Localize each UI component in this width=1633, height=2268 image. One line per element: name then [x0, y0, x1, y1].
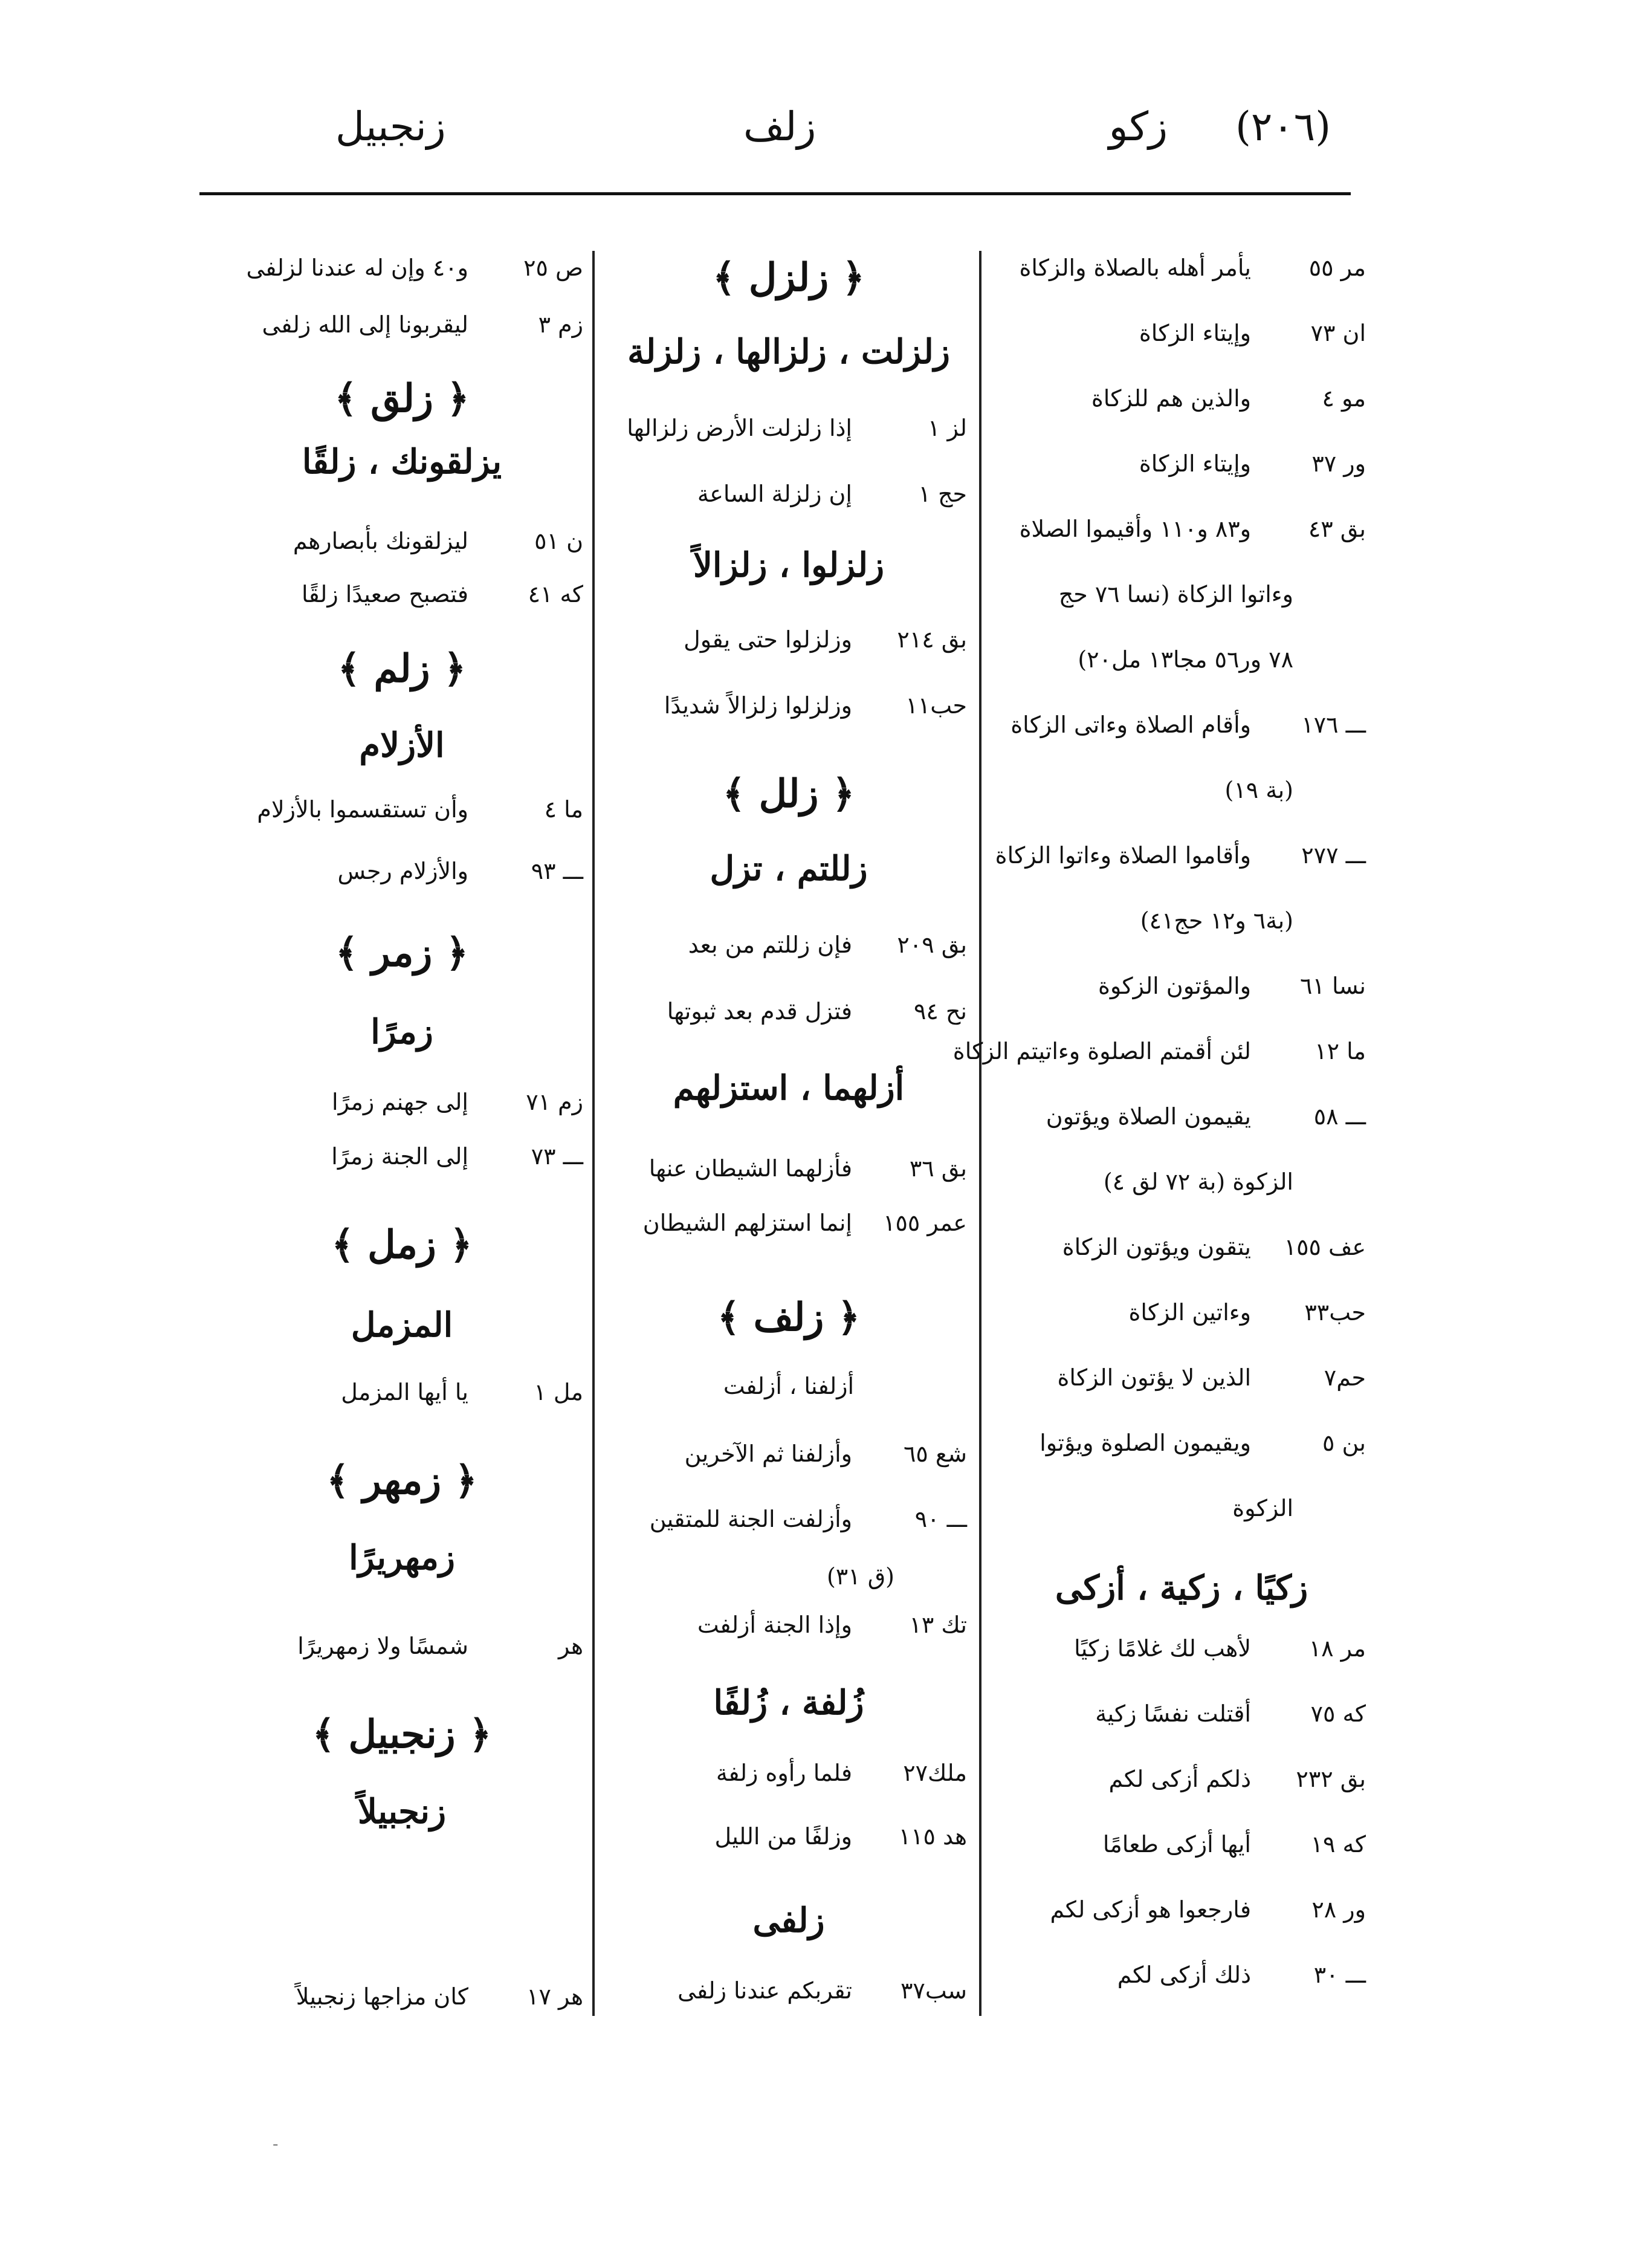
verse-reference: شع ٦٥: [904, 1440, 967, 1467]
verse-text: أيها أزكى طعامًا: [1102, 1831, 1251, 1858]
verse-reference: ـــ ١٧٦: [1301, 711, 1366, 738]
verse-text: ويقيمون الصلوة ويؤتوا: [1040, 1430, 1251, 1456]
word-heading: [610, 1677, 967, 1728]
verse-text: تقربكم عندنا زلفى: [677, 1977, 852, 2004]
word-heading: [610, 843, 967, 894]
verse-reference: بق ٢٠٩: [897, 932, 967, 958]
concordance-entry: [610, 1608, 967, 1642]
verse-reference: بق ٤٣: [1308, 516, 1366, 542]
verse-text: إلى الجنة زمرًا: [331, 1143, 468, 1170]
verse-text: أقتلت نفسًا زكية: [1095, 1700, 1251, 1727]
word-heading: [221, 720, 583, 771]
verse-reference: ن ٥١: [534, 528, 583, 554]
word-forms: زمرًا: [370, 1012, 433, 1052]
word-forms: المزمل: [351, 1305, 453, 1345]
verse-text: وأقام الصلاة وءاتى الزكاة: [1011, 711, 1251, 738]
verse-text: إلى جهنم زمرًا: [332, 1089, 468, 1115]
verse-text: و٤٠ وإن له عندنا لزلفى: [246, 254, 468, 281]
concordance-entry: [221, 1139, 583, 1173]
root-heading: [610, 251, 967, 305]
column-left: [221, 251, 583, 2022]
root-heading: [221, 1454, 583, 1508]
entry-continuation: [925, 1491, 1366, 1525]
concordance-entry: [221, 577, 583, 611]
verse-text: ليزلقونك بأبصارهم: [293, 528, 468, 554]
sub-heading: [610, 1369, 967, 1403]
concordance-entry: [997, 1762, 1366, 1796]
root-text: ﴿ زمر ﴾: [335, 930, 469, 976]
verse-text: ذلكم أزكى لكم: [1108, 1766, 1251, 1792]
entry-continuation: [925, 643, 1366, 676]
verse-reference: زم ٣: [538, 311, 583, 338]
word-forms: زلزلوا ، زلزالاً: [693, 545, 885, 585]
verse-text: وأقاموا الصلاة وءاتوا الزكاة: [995, 842, 1251, 869]
verse-text: كان مزاجها زنجبيلاً: [296, 1983, 468, 2010]
verse-reference: كه ١٩: [1310, 1831, 1366, 1858]
verse-text: وءاتين الزكاة: [1128, 1299, 1251, 1326]
root-text: ﴿ زمهر ﴾: [326, 1458, 477, 1503]
verse-reference: ـــ ٢٧٧: [1301, 842, 1366, 869]
verse-reference: ـــ ٧٣: [531, 1143, 583, 1170]
root-text: ﴿ زلم ﴾: [337, 646, 467, 692]
concordance-entry: [997, 447, 1366, 481]
sub-heading-text: أزلفنا ، أزلفت: [723, 1373, 855, 1399]
concordance-entry: [610, 411, 967, 445]
word-forms: زللتم ، تزل: [710, 849, 868, 889]
verse-reference: حم٧: [1324, 1364, 1366, 1391]
verse-text: فتزل قدم بعد ثبوتها: [667, 998, 852, 1025]
column-divider: [979, 251, 981, 2016]
verse-text: والذين هم للزكاة: [1091, 385, 1251, 412]
concordance-entry: [997, 1230, 1366, 1264]
concordance-entry: [997, 1100, 1366, 1133]
root-text: ﴿ زلل ﴾: [722, 771, 855, 817]
word-forms: زلزلت ، زلزالها ، زلزلة: [627, 332, 950, 372]
root-heading: [610, 767, 967, 821]
verse-reference: بق ٣٦: [909, 1155, 967, 1182]
verse-reference: نسا ٦١: [1300, 973, 1366, 999]
concordance-entry: [610, 1437, 967, 1471]
concordance-entry: [610, 1502, 967, 1536]
entry-continuation: [925, 577, 1366, 611]
verse-text: شمسًا ولا زمهريرًا: [297, 1633, 468, 1659]
word-forms: يزلقونك ، زلقًا: [302, 442, 502, 482]
verse-text: فأزلهما الشيطان عنها: [648, 1155, 852, 1182]
concordance-entry: [952, 1034, 1366, 1068]
concordance-entry: [221, 251, 583, 285]
verse-text: وإيتاء الزكاة: [1139, 450, 1251, 477]
word-heading: [610, 1895, 967, 1946]
header-title-left: زنجبيل: [335, 103, 446, 150]
verse-text: فلما رأوه زلفة: [716, 1760, 852, 1786]
root-heading: [221, 1218, 583, 1272]
verse-text: الذين لا يؤتون الزكاة: [1057, 1364, 1251, 1391]
continuation-text: وءاتوا الزكاة (نسا ٧٦ حج: [1058, 581, 1293, 608]
verse-reference: هر: [558, 1633, 583, 1659]
word-heading: [221, 1006, 583, 1057]
word-heading: [221, 1532, 583, 1583]
verse-reference: بن ٥: [1322, 1430, 1366, 1456]
concordance-entry: [610, 1819, 967, 1853]
verse-reference: ان ٧٣: [1310, 320, 1366, 346]
column-middle: [610, 251, 967, 2022]
verse-reference: ما ١٢: [1314, 1038, 1366, 1064]
concordance-entry: [997, 1697, 1366, 1731]
verse-reference: عمر ١٥٥: [883, 1210, 967, 1236]
entry-continuation: [925, 904, 1366, 938]
concordance-entry: [610, 623, 967, 656]
verse-reference: مو ٤: [1322, 385, 1366, 412]
concordance-entry: [610, 1206, 967, 1240]
verse-reference: ور ٢٨: [1311, 1896, 1366, 1923]
verse-text: وإذا الجنة أزلفت: [697, 1612, 852, 1638]
verse-text: يتقون ويؤتون الزكاة: [1062, 1234, 1251, 1260]
verse-reference: زم ٧١: [526, 1089, 583, 1115]
word-heading: [221, 1300, 583, 1350]
verse-text: فتصبح صعيدًا زلقًا: [301, 581, 468, 608]
root-text: ﴿ زنجبيل ﴾: [312, 1712, 492, 1757]
concordance-entry: [610, 477, 967, 511]
word-heading: [610, 326, 967, 377]
word-forms: زلفى: [752, 1900, 825, 1940]
verse-reference: مل ١: [534, 1379, 583, 1405]
verse-reference: لز ١: [927, 415, 967, 441]
header-title-right: زكو: [1108, 103, 1168, 150]
continuation-text: (بة ١٩): [1224, 777, 1293, 803]
continuation-text: الزكوة (بة ٧٢ لق ٤): [1103, 1168, 1293, 1195]
verse-reference: ـــ ٣٠: [1313, 1962, 1366, 1988]
concordance-entry: [610, 994, 967, 1028]
page-number: (٢٠٦): [1235, 103, 1331, 150]
concordance-entry: [997, 1295, 1366, 1329]
concordance-entry: [221, 524, 583, 558]
verse-text: وأزلفنا ثم الآخرين: [684, 1440, 852, 1467]
root-text: ﴿ زمل ﴾: [331, 1222, 473, 1268]
verse-reference: ص ٢٥: [523, 254, 583, 281]
header-rule: [199, 192, 1351, 195]
verse-text: يأمر أهله بالصلاة والزكاة: [1019, 254, 1251, 281]
verse-text: وزلفًا من الليل: [714, 1823, 852, 1850]
entry-continuation: [538, 1560, 967, 1593]
concordance-entry: [997, 1958, 1366, 1992]
verse-reference: حب١١: [905, 692, 967, 719]
concordance-entry: [997, 708, 1366, 742]
root-text: ﴿ زلق ﴾: [334, 376, 470, 421]
root-text: ﴿ زلزل ﴾: [713, 255, 865, 300]
verse-reference: كه ٧٥: [1310, 1700, 1366, 1727]
root-heading: [221, 372, 583, 426]
concordance-entry: [997, 316, 1366, 350]
concordance-entry: [997, 512, 1366, 546]
verse-text: يقيمون الصلاة ويؤتون: [1046, 1103, 1251, 1130]
concordance-entry: [221, 1085, 583, 1119]
verse-reference: ـــ ٩٠: [914, 1506, 967, 1532]
verse-reference: ملك٢٧: [903, 1760, 967, 1786]
concordance-entry: [610, 928, 967, 962]
concordance-entry: [610, 1152, 967, 1185]
word-forms: زمهريرًا: [349, 1538, 455, 1578]
verse-reference: ـــ ٥٨: [1313, 1103, 1366, 1130]
verse-text: إذا زلزلت الأرض زلزالها: [627, 415, 852, 441]
concordance-entry: [610, 1974, 967, 2007]
verse-reference: كه ٤١: [528, 581, 583, 608]
root-heading: [221, 926, 583, 980]
word-heading: [997, 1563, 1366, 1613]
verse-text: وإيتاء الزكاة: [1139, 320, 1251, 346]
concordance-entry: [221, 792, 583, 826]
verse-text: و٨٣ و١١٠ وأقيموا الصلاة: [1019, 516, 1251, 542]
verse-text: وزلزلوا زلزالاً شديدًا: [664, 692, 852, 719]
verse-text: وأن تستقسموا بالأزلام: [257, 796, 468, 823]
verse-text: ليقربونا إلى الله زلفى: [262, 311, 468, 338]
concordance-entry: [997, 1361, 1366, 1395]
verse-text: إنما استزلهم الشيطان: [642, 1210, 852, 1236]
verse-reference: مر ٥٥: [1308, 254, 1366, 281]
verse-reference: بق ٢٣٢: [1296, 1766, 1366, 1792]
verse-text: وأزلفت الجنة للمتقين: [649, 1506, 852, 1532]
root-text: ﴿ زلف ﴾: [717, 1295, 861, 1340]
concordance-entry: [221, 1980, 583, 2014]
verse-reference: عف ١٥٥: [1284, 1234, 1366, 1260]
continuation-text: الزكوة: [1232, 1495, 1293, 1521]
continuation-text: (ق ٣١): [826, 1563, 894, 1590]
scan-mark: -: [273, 2134, 279, 2154]
continuation-text: (بة٦ و١٢ حج٤١): [1140, 907, 1293, 934]
verse-reference: تك ١٣: [909, 1612, 967, 1638]
column-divider: [592, 251, 595, 2016]
verse-text: فارجعوا هو أزكى لكم: [1050, 1896, 1251, 1923]
column-right: [952, 251, 1366, 2022]
verse-text: لئن أقمتم الصلوة وءاتيتم الزكاة: [952, 1038, 1251, 1064]
word-heading: [221, 436, 583, 487]
concordance-entry: [997, 969, 1366, 1003]
verse-text: والمؤتون الزكوة: [1098, 973, 1251, 999]
concordance-entry: [997, 1827, 1366, 1861]
concordance-entry: [221, 1375, 583, 1409]
root-heading: [221, 1708, 583, 1762]
entry-continuation: [925, 1165, 1366, 1199]
word-forms: زُلفة ، زُلفًا: [713, 1683, 864, 1723]
verse-reference: هد ١١٥: [898, 1823, 967, 1850]
verse-text: وزلزلوا حتى يقول: [684, 626, 852, 653]
concordance-entry: [610, 688, 967, 722]
root-heading: [221, 642, 583, 696]
verse-text: فإن زللتم من بعد: [688, 932, 852, 958]
concordance-entry: [997, 838, 1366, 872]
verse-reference: ـــ ٩٣: [531, 858, 583, 884]
concordance-entry: [221, 308, 583, 342]
word-forms: زنجبيلاً: [358, 1792, 446, 1832]
concordance-entry: [997, 1893, 1366, 1926]
concordance-entry: [610, 1756, 967, 1790]
concordance-entry: [997, 1426, 1366, 1460]
verse-reference: حج ١: [918, 481, 967, 507]
concordance-entry: [997, 381, 1366, 415]
verse-reference: بق ٢١٤: [897, 626, 967, 653]
verse-text: يا أيها المزمل: [341, 1379, 468, 1405]
verse-text: إن زلزلة الساعة: [697, 481, 852, 507]
header-title-center: زلف: [743, 103, 816, 150]
concordance-entry: [997, 251, 1366, 285]
verse-reference: ما ٤: [544, 796, 583, 823]
word-forms: زكيًا ، زكية ، أزكى: [1055, 1568, 1308, 1608]
verse-text: والأزلام رجس: [337, 858, 468, 884]
concordance-entry: [221, 854, 583, 888]
entry-continuation: [925, 773, 1366, 807]
root-heading: [610, 1291, 967, 1345]
word-heading: [221, 1786, 583, 1837]
verse-reference: مر ١٨: [1308, 1635, 1366, 1662]
verse-reference: نح ٩٤: [913, 998, 967, 1025]
verse-reference: هر ١٧: [526, 1983, 583, 2010]
word-forms: الأزلام: [359, 725, 445, 765]
verse-text: ذلك أزكى لكم: [1117, 1962, 1251, 1988]
concordance-entry: [997, 1631, 1366, 1665]
verse-reference: حب٣٣: [1304, 1299, 1366, 1326]
continuation-text: ٧٨ ور٥٦ مجا١٣ مل٢٠): [1078, 646, 1293, 673]
word-heading: [610, 1063, 967, 1113]
word-heading: [610, 540, 967, 591]
verse-reference: ور ٣٧: [1311, 450, 1366, 477]
verse-reference: سب٣٧: [901, 1977, 967, 2004]
word-forms: أزلهما ، استزلهم: [673, 1068, 905, 1108]
concordance-entry: [221, 1629, 583, 1663]
verse-text: لأهب لك غلامًا زكيًا: [1074, 1635, 1251, 1662]
